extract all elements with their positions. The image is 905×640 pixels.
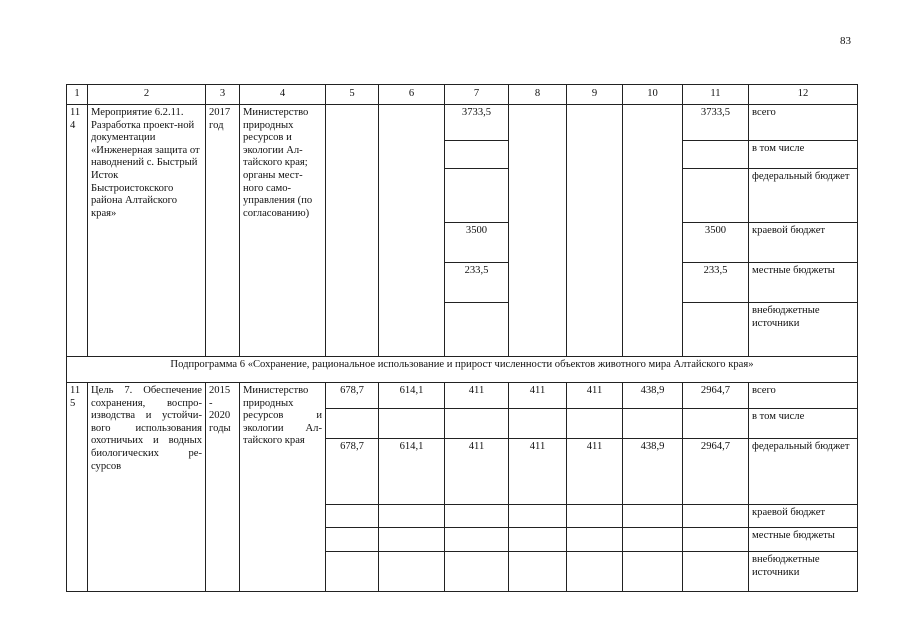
value-cell [683,528,749,552]
column-number: 5 [326,85,379,105]
value-cell [683,409,749,439]
value-cell [623,505,683,528]
value-cell: 233,5 [445,263,509,303]
value-cell: 3733,5 [683,105,749,141]
budget-table [66,84,858,592]
column-number: 12 [749,85,858,105]
column-number: 11 [683,85,749,105]
row-number: 115 [67,383,88,592]
table-row [67,105,858,141]
value-cell [326,528,379,552]
value-cell [379,505,445,528]
value-cell [567,505,623,528]
value-cell [567,552,623,592]
value-cell [445,528,509,552]
subprogram-row [67,357,858,383]
funding-source: краевой бюджет [749,223,858,263]
value-cell [445,169,509,223]
value-cell: 3500 [445,223,509,263]
subprogram-title: Подпрограмма 6 «Сохранение, рациональное использование и прирост численности объектов животного мира Алтайского края» [67,357,858,383]
value-cell [567,409,623,439]
value-cell [567,528,623,552]
funding-source: федеральный бюджет [749,439,858,505]
table-row [67,383,858,409]
value-cell [326,552,379,592]
value-cell [623,409,683,439]
value-cell [509,409,567,439]
value-cell: 614,1 [379,439,445,505]
funding-source: местные бюджеты [749,263,858,303]
value-cell: 438,9 [623,439,683,505]
executor: Министерство природных ресурсов и экологии Ал-тайского края [240,383,326,592]
executor: Министерство природных ресурсов и экологии Ал-тайского края; органы мест-ного само-управления (по согласованию) [240,105,326,357]
value-cell [379,528,445,552]
funding-source: всего [749,105,858,141]
funding-source: в том числе [749,141,858,169]
column-number: 2 [88,85,206,105]
column-number: 7 [445,85,509,105]
column-number: 9 [567,85,623,105]
measure-name: Мероприятие 6.2.11. Разработка проект-ной документации «Инженерная защита от наводнений с. Быстрый Исток Быстроистокского района Алтайского края» [88,105,206,357]
value-cell [326,409,379,439]
value-cell [683,169,749,223]
period: 2015 - 2020 годы [206,383,240,592]
value-cell [379,552,445,592]
funding-source: всего [749,383,858,409]
value-cell: 411 [567,439,623,505]
value-cell [445,303,509,357]
value-cell: 411 [567,383,623,409]
value-cell [683,505,749,528]
column-number: 10 [623,85,683,105]
value-cell: 678,7 [326,383,379,409]
column-number: 3 [206,85,240,105]
column-number: 4 [240,85,326,105]
value-cell: 411 [445,383,509,409]
value-cell [623,528,683,552]
value-cell [683,141,749,169]
value-cell: 411 [509,383,567,409]
row-number: 114 [67,105,88,357]
period: 2017 год [206,105,240,357]
value-cell [683,552,749,592]
funding-source: в том числе [749,409,858,439]
funding-source: внебюджетные источники [749,303,858,357]
value-cell [326,105,379,357]
value-cell [379,105,445,357]
value-cell: 438,9 [623,383,683,409]
value-cell [445,552,509,592]
funding-source: местные бюджеты [749,528,858,552]
value-cell [623,105,683,357]
column-number: 8 [509,85,567,105]
value-cell: 614,1 [379,383,445,409]
value-cell [623,552,683,592]
value-cell: 678,7 [326,439,379,505]
funding-source: федеральный бюджет [749,169,858,223]
funding-source: внебюджетные источники [749,552,858,592]
value-cell: 233,5 [683,263,749,303]
value-cell: 3500 [683,223,749,263]
value-cell [326,505,379,528]
value-cell [445,409,509,439]
column-number: 1 [67,85,88,105]
value-cell: 3733,5 [445,105,509,141]
value-cell [567,105,623,357]
funding-source: краевой бюджет [749,505,858,528]
column-number: 6 [379,85,445,105]
value-cell: 2964,7 [683,439,749,505]
value-cell [683,303,749,357]
value-cell [379,409,445,439]
value-cell: 2964,7 [683,383,749,409]
value-cell [445,505,509,528]
column-number-row [67,85,858,105]
value-cell: 411 [509,439,567,505]
value-cell [509,105,567,357]
value-cell [509,528,567,552]
value-cell: 411 [445,439,509,505]
value-cell [445,141,509,169]
value-cell [509,505,567,528]
value-cell [509,552,567,592]
page-number: 83 [840,35,851,47]
measure-name: Цель 7. Обеспечение сохранения, воспро-изводства и устойчи-вого использования охотничьих и водных биологических ре-сурсов [88,383,206,592]
